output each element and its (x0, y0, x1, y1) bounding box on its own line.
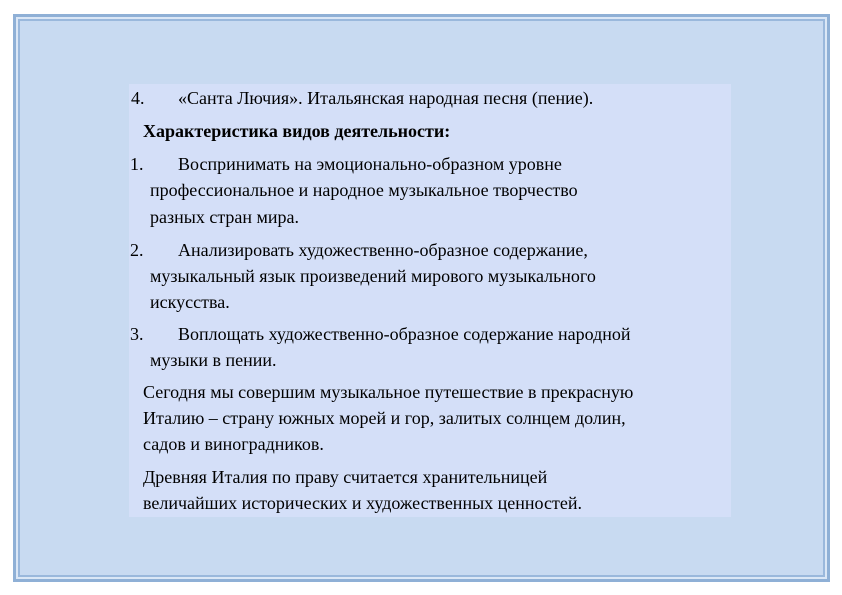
activities-heading: Характеристика видов деятельности: (143, 121, 451, 141)
activity-1-line-2: профессиональное и народное музыкальное творчество (150, 180, 578, 200)
activity-2-number: 2. (130, 240, 144, 260)
activity-2-line-1: Анализировать художественно-образное содержание, (178, 240, 588, 260)
activity-2-line-2: музыкальный язык произведений мирового музыкального (150, 266, 596, 286)
activity-2-line-3: искусства. (150, 292, 230, 312)
activity-3-line-1: Воплощать художественно-образное содержание народной (178, 324, 631, 344)
activity-1-line-1: Воспринимать на эмоционально-образном уровне (178, 154, 562, 174)
song-item-number: 4. (131, 88, 145, 108)
paragraph-1-line-2: Италию – страну южных морей и гор, залитых солнцем долин, (143, 408, 626, 428)
paragraph-1-line-3: садов и виноградников. (143, 434, 324, 454)
paragraph-2-line-1: Древняя Италия по праву считается хранительницей (143, 467, 548, 487)
activity-3-number: 3. (130, 324, 144, 344)
paragraph-1-line-1: Сегодня мы совершим музыкальное путешествие в прекрасную (143, 382, 634, 402)
song-item-text: «Санта Лючия». Итальянская народная песня (пение). (178, 88, 594, 108)
activity-1-line-3: разных стран мира. (150, 207, 300, 227)
activity-3-line-2: музыки в пении. (150, 350, 277, 370)
activity-1-number: 1. (130, 154, 144, 174)
song-item (131, 85, 145, 111)
paragraph-2-line-2: величайших исторических и художественных ценностей. (143, 493, 582, 513)
